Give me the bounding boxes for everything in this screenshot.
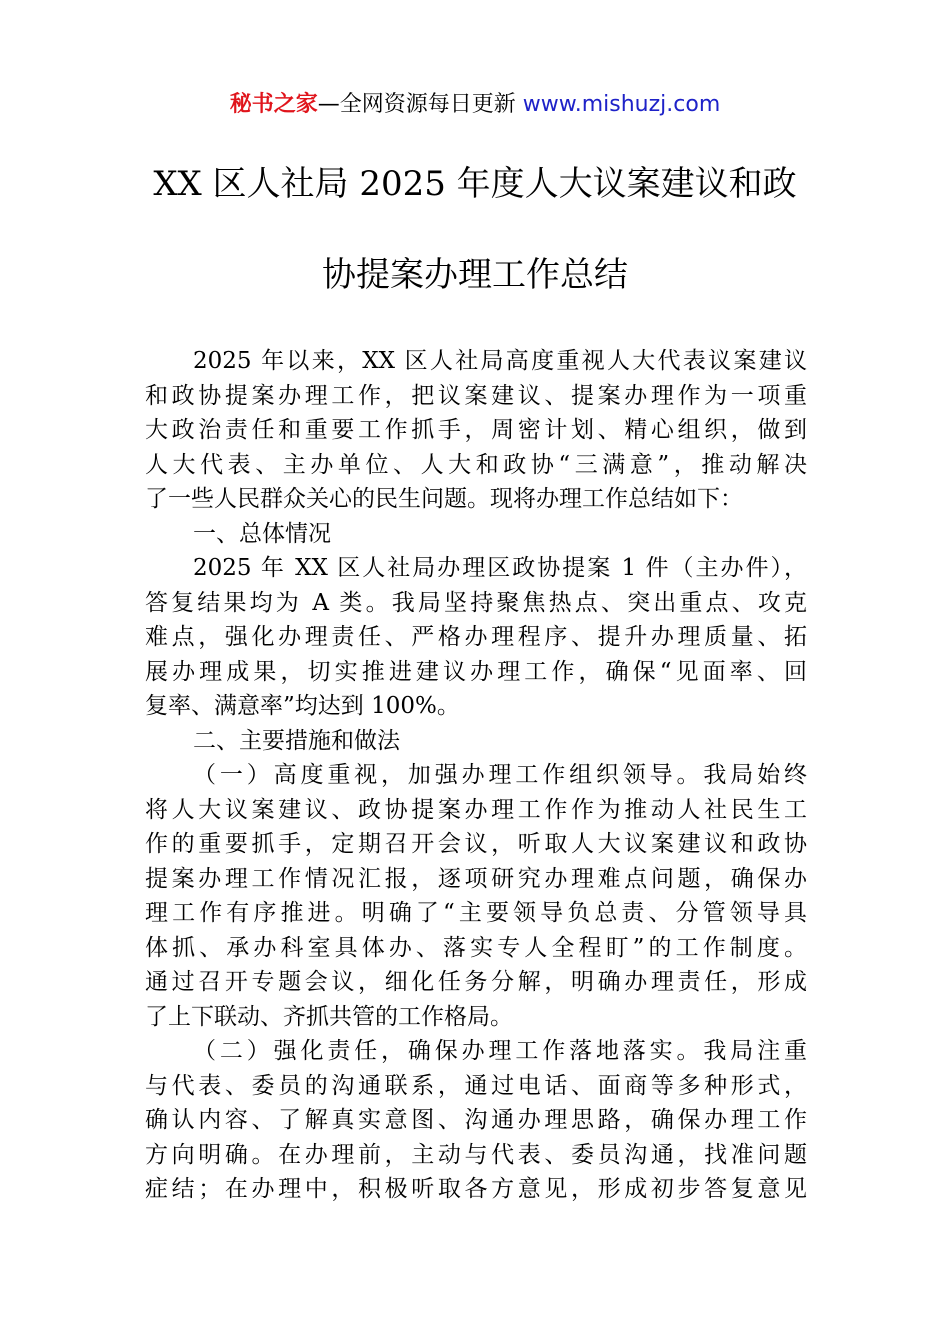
paragraph-line: 方向明确。在办理前，主动与代表、委员沟通，找准问题 <box>145 1141 807 1168</box>
paragraph-line: 了一些人民群众关心的民生问题。现将办理工作总结如下： <box>145 486 743 512</box>
paragraph-line: 2025 年以来，XX 区人社局高度重视人大代表议案建议 <box>193 348 807 374</box>
paragraph-line: 提案办理工作情况汇报，逐项研究办理难点问题，确保办 <box>145 865 807 892</box>
paragraph-line: 大政治责任和重要工作抓手，周密计划、精心组织，做到 <box>145 417 807 443</box>
paragraph-line: 将人大议案建议、政协提案办理工作作为推动人社民生工 <box>145 796 807 823</box>
paragraph-line: 答复结果均为 A 类。我局坚持聚焦热点、突出重点、攻克 <box>145 589 807 616</box>
document-title-line-1: XX 区人社局 2025 年度人大议案建议和政 <box>153 164 797 204</box>
paragraph-line: 展办理成果，切实推进建议办理工作，确保“见面率、回 <box>145 658 807 685</box>
paragraph-line: 作的重要抓手，定期召开会议，听取人大议案建议和政协 <box>145 831 807 857</box>
document-body <box>145 344 807 1207</box>
site-url-link[interactable]: www.mishuzj.com <box>522 92 721 117</box>
paragraph-line: 人大代表、主办单位、人大和政协“三满意”，推动解决 <box>145 451 807 478</box>
paragraph-line: （一）高度重视，加强办理工作组织领导。我局始终 <box>193 762 807 788</box>
paragraph-line: 复率、满意率”均达到 100%。 <box>145 693 460 719</box>
paragraph-line: 与代表、委员的沟通联系，通过电话、面商等多种形式， <box>145 1072 807 1099</box>
paragraph-line: （二）强化责任，确保办理工作落地落实。我局注重 <box>193 1038 807 1064</box>
paragraph-line: 症结；在办理中，积极听取各方意见，形成初步答复意见 <box>145 1176 807 1202</box>
paragraph-line: 2025 年 XX 区人社局办理区政协提案 1 件（主办件）， <box>193 555 807 581</box>
paragraph-line: 体抓、承办科室具体办、落实专人全程盯”的工作制度。 <box>145 934 807 961</box>
document-title-line-2: 协提案办理工作总结 <box>322 255 628 295</box>
paragraph-line: 理工作有序推进。明确了“主要领导负总责、分管领导具 <box>145 900 807 926</box>
site-tagline: —全网资源每日更新 <box>317 92 523 117</box>
paragraph-line: 难点，强化办理责任、严格办理程序、提升办理质量、拓 <box>145 624 807 650</box>
site-header <box>0 88 950 122</box>
section-heading: 一、总体情况 <box>193 520 331 547</box>
section-heading: 二、主要措施和做法 <box>193 727 400 754</box>
paragraph-line: 确认内容、了解真实意图、沟通办理思路，确保办理工作 <box>145 1107 807 1133</box>
paragraph-line: 通过召开专题会议，细化任务分解，明确办理责任，形成 <box>145 969 807 995</box>
paragraph-line: 和政协提案办理工作，把议案建议、提案办理作为一项重 <box>145 382 807 409</box>
paragraph-line: 了上下联动、齐抓共管的工作格局。 <box>145 1003 513 1030</box>
site-name: 秘书之家 <box>229 92 318 117</box>
